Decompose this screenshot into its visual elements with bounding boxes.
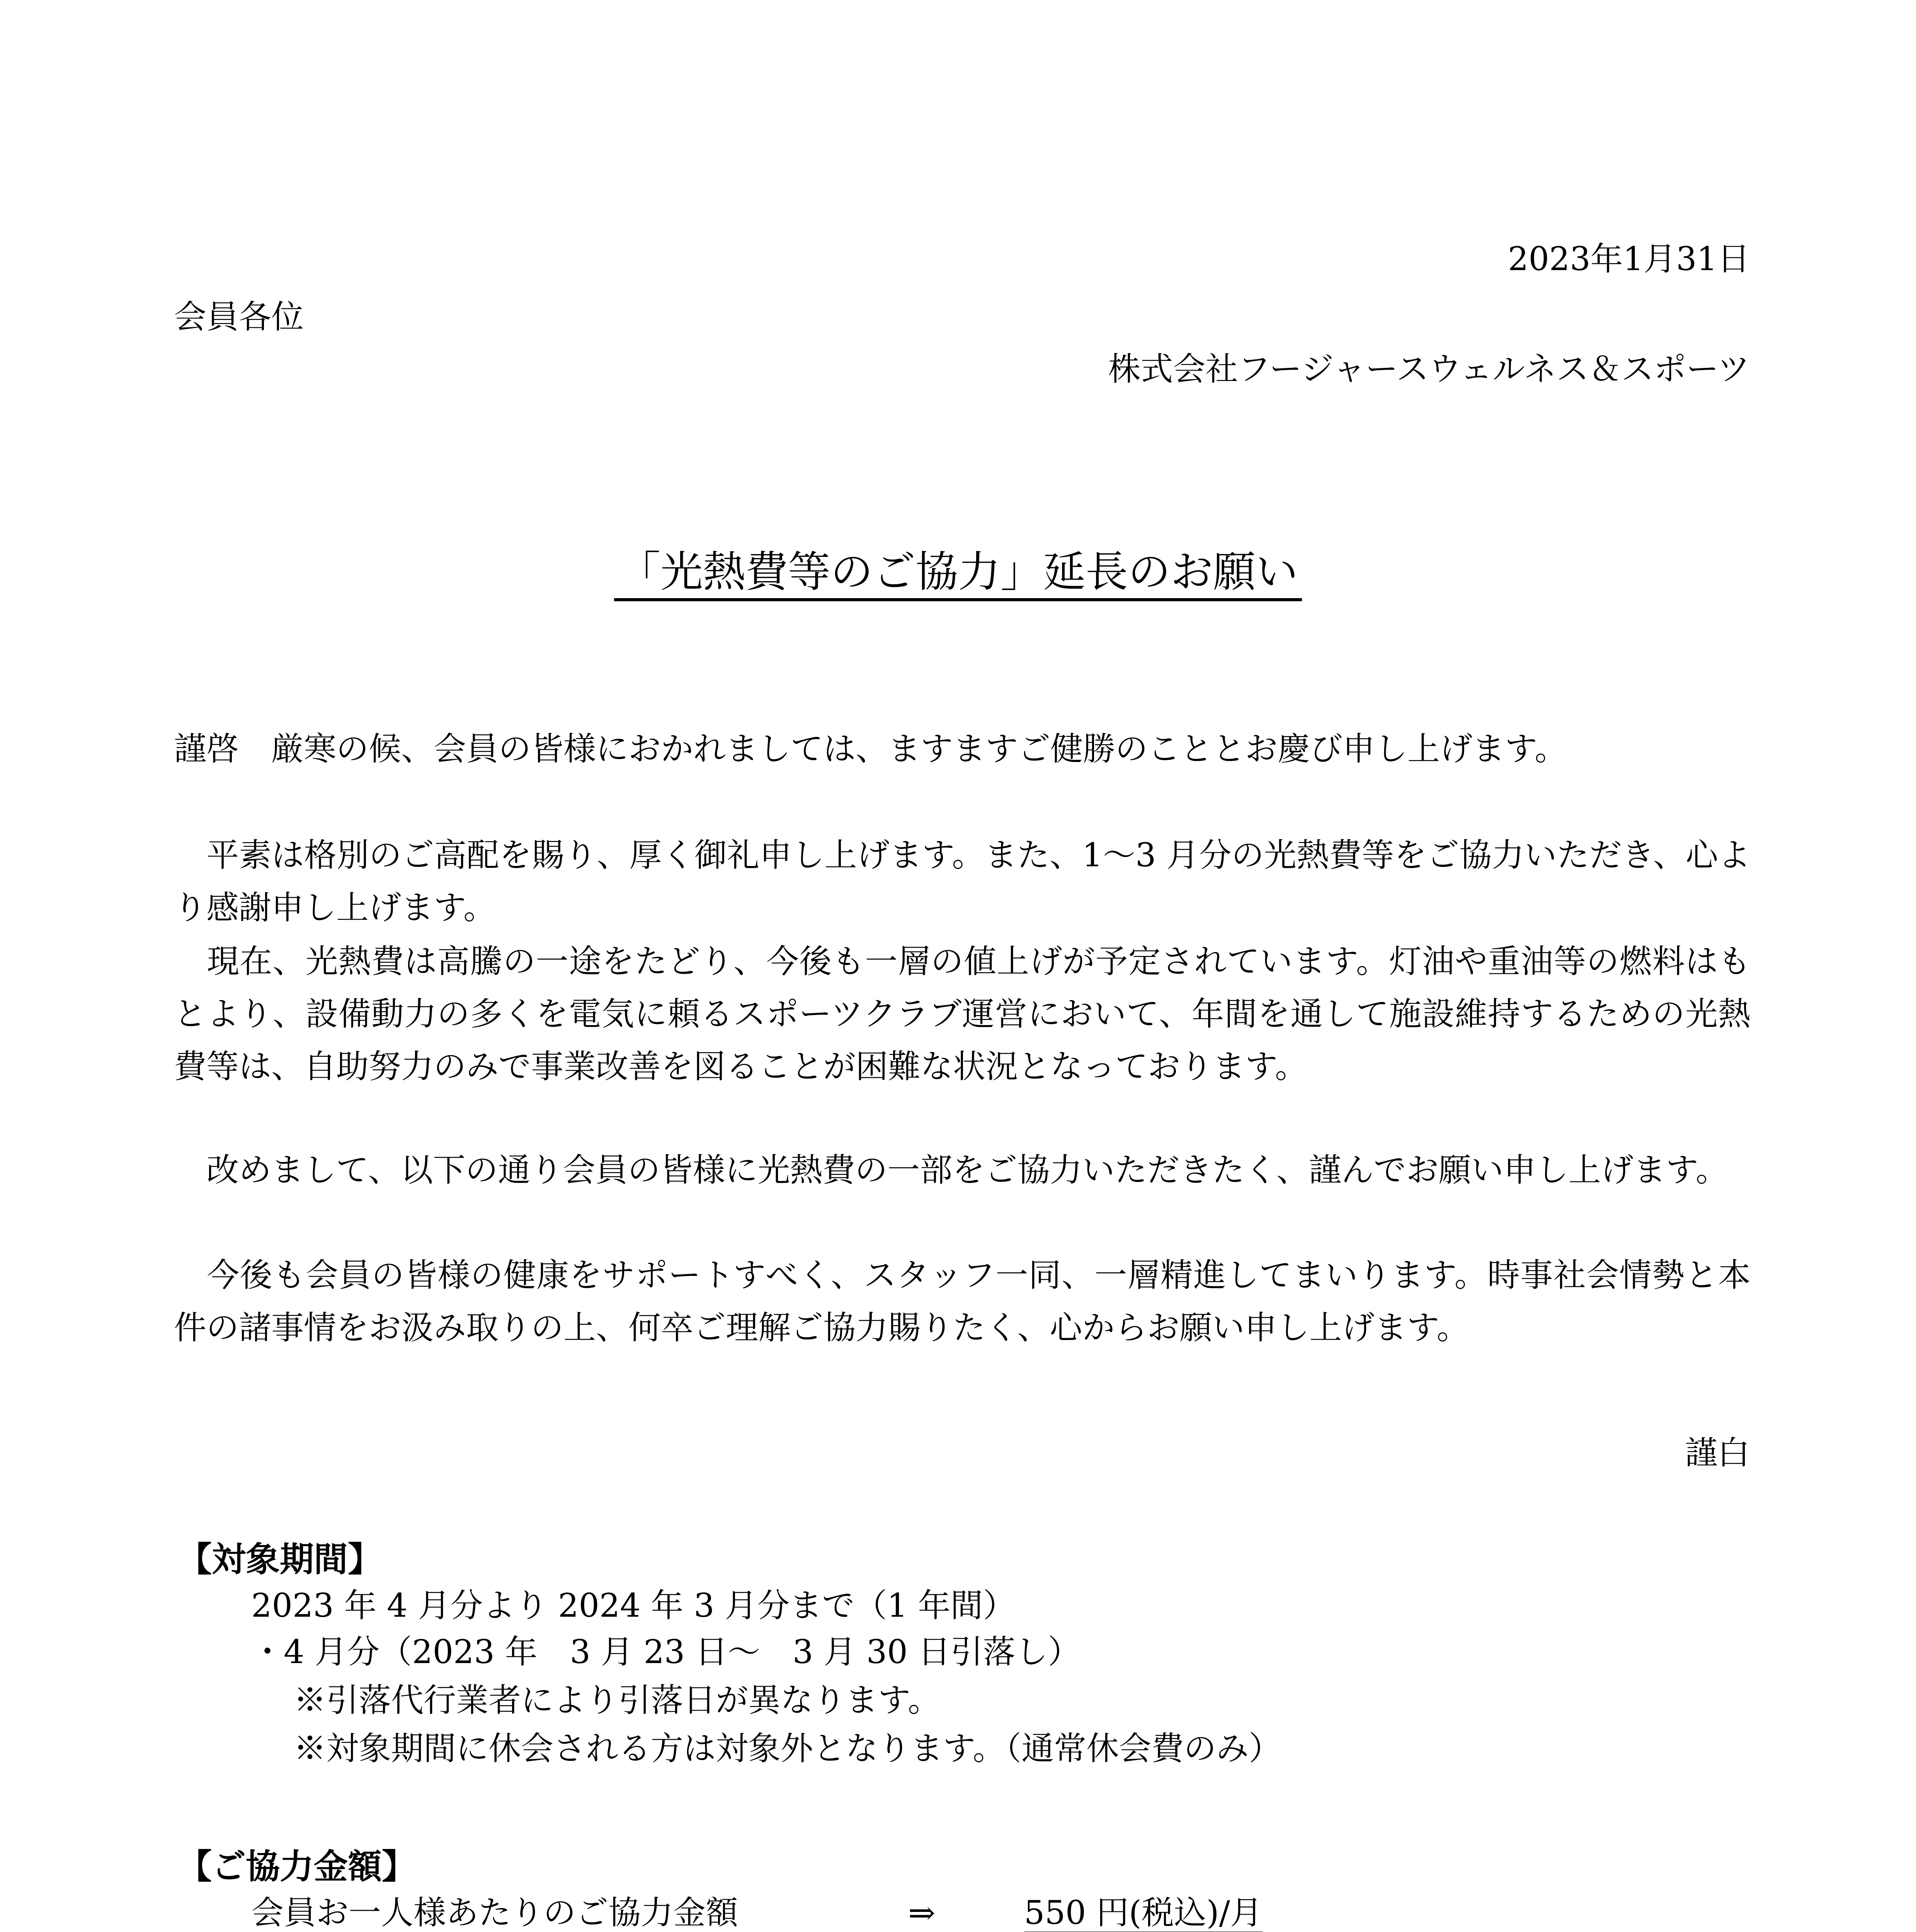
body-paragraph-greeting: 謹啓 厳寒の候、会員の皆様におかれましては、ますますご健勝のこととお慶び申し上げます。 (174, 730, 1567, 768)
period-heading: 【対象期間】 (178, 1539, 382, 1579)
period-april: ・4 月分（2023 年 3 月 23 日〜 3 月 30 日引落し） (251, 1633, 1081, 1671)
amount-heading: 【ご協力金額】 (178, 1846, 416, 1886)
sender-company: 株式会社フージャースウェルネス＆スポーツ (1108, 350, 1750, 388)
period-range: 2023 年 4 月分より 2024 年 3 月分まで（1 年間） (251, 1587, 1016, 1624)
closing-phrase: 謹白 (1685, 1434, 1750, 1472)
recipient: 会員各位 (174, 298, 304, 336)
amount-label: 会員お一人様あたりのご協力金額 (251, 1894, 738, 1932)
period-note-debit: ※引落代行業者により引落日が異なります。 (294, 1681, 941, 1719)
document-title: 「光熱費等のご協力」延長のお願い (614, 547, 1302, 601)
body-paragraph-request: 改めまして、以下の通り会員の皆様に光熱費の一部をご協力いただきたく、謹んでお願い申し上げます。 (174, 1151, 1728, 1189)
period-note-suspension: ※対象期間に休会される方は対象外となります。（通常休会費のみ） (294, 1730, 1281, 1767)
body-paragraph-situation: 現在、光熱費は高騰の一途をたどり、今後も一層の値上げが予定されています。灯油や重油等の燃料はもとより、設備動力の多くを電気に頼るスポーツクラブ運営において、年間を通して施設維持するための光熱費等は、自助努力のみで事業改善を図ることが困難な状況となっております。 (174, 942, 1751, 1085)
body-paragraph-thanks: 平素は格別のご高配を賜り、厚く御礼申し上げます。また、1〜3 月分の光熱費等をご協力いただき、心より感謝申し上げます。 (174, 836, 1751, 927)
document-date: 2023年1月31日 (1508, 240, 1750, 278)
amount-row (251, 1889, 1263, 1932)
amount-value: 550 円(税込)/月 (1024, 1894, 1263, 1932)
document-title-wrapper (0, 541, 1916, 603)
arrow-icon: ⇒ (908, 1894, 936, 1932)
body-paragraph-commitment: 今後も会員の皆様の健康をサポートすべく、スタッフ一同、一層精進してまいります。時事社会情勢と本件の諸事情をお汲み取りの上、何卒ご理解ご協力賜りたく、心からお願い申し上げます。 (174, 1256, 1751, 1347)
